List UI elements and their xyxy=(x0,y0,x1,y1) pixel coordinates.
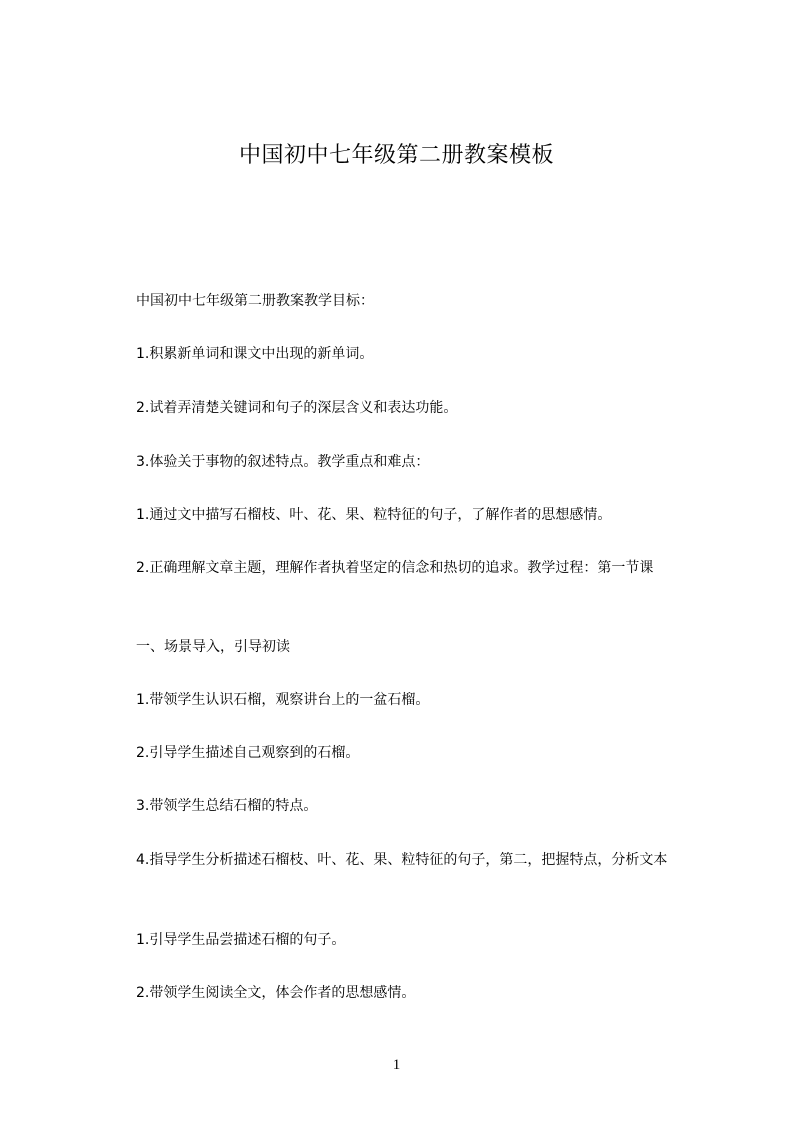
paragraph-step-1: 1.带领学生认识石榴，观察讲台上的一盆石榴。 xyxy=(136,692,430,708)
paragraph-section-heading: 一、场景导入，引导初读 xyxy=(136,639,290,655)
paragraph-key-point-1: 1.通过文中描写石榴枝、叶、花、果、粒特征的句子，了解作者的思想感情。 xyxy=(136,507,612,523)
page-number: 1 xyxy=(392,1057,401,1073)
paragraph-step-4: 4.指导学生分析描述石榴枝、叶、花、果、粒特征的句子，第二，把握特点，分析文本 xyxy=(136,852,668,868)
paragraph-key-point-2: 2.正确理解文章主题，理解作者执着坚定的信念和热切的追求。教学过程：第一节课 xyxy=(136,560,654,576)
paragraph-step-3: 3.带领学生总结石榴的特点。 xyxy=(136,798,318,814)
paragraph-step-2: 2.引导学生描述自己观察到的石榴。 xyxy=(136,745,360,761)
paragraph-goal-3: 3.体验关于事物的叙述特点。教学重点和难点： xyxy=(136,454,430,470)
paragraph-goal-1: 1.积累新单词和课文中出现的新单词。 xyxy=(136,346,374,362)
paragraph-goal-2: 2.试着弄清楚关键词和句子的深层含义和表达功能。 xyxy=(136,400,458,416)
paragraph-analysis-1: 1.引导学生品尝描述石榴的句子。 xyxy=(136,932,346,948)
document-title: 中国初中七年级第二册教案模板 xyxy=(238,143,554,168)
paragraph-teaching-goals: 中国初中七年级第二册教案教学目标： xyxy=(136,293,374,309)
paragraph-analysis-2: 2.带领学生阅读全文，体会作者的思想感情。 xyxy=(136,985,416,1001)
